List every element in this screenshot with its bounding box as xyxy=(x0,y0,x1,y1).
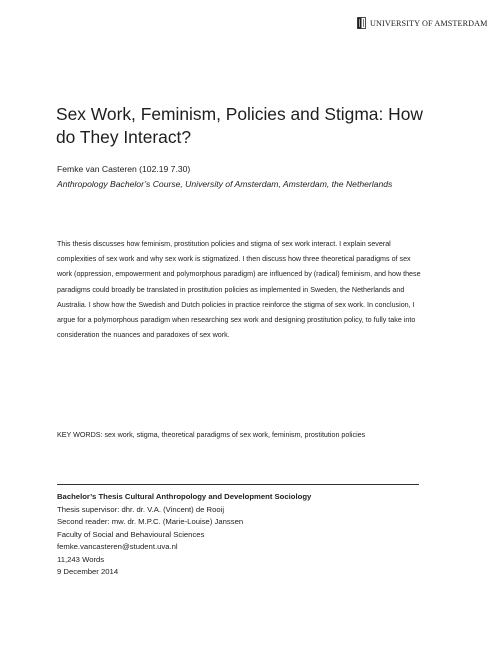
thesis-title: Sex Work, Feminism, Policies and Stigma: How do They Interact? xyxy=(56,104,423,147)
university-logo-text: UNIVERSITY OF AMSTERDAM xyxy=(370,18,488,28)
uva-crest-icon xyxy=(357,17,366,29)
submission-date: 9 December 2014 xyxy=(57,567,119,576)
author-email: femke.vancasteren@student.uva.nl xyxy=(57,542,178,551)
author-name: Femke van Casteren (102.19 7.30) xyxy=(57,164,191,174)
abstract-paragraph: This thesis discusses how feminism, prostitution policies and stigma of sex work interact. I explain several complexities of sex work and why sex work is stigmatized. I then discuss how three theoretical paradigms of sex work (oppression, empowerment and polymorphous paradigm) are influenced by (radical) feminism, and how these paradigms could broadly be translated in prostitution policies as implemented in Sweden, the Netherlands and Australia. I show how the Swedish and Dutch policies in practice reinforce the stigma of sex work. In conclusion, I argue for a polymorphous paradigm when researching sex work and designing prostitution policy, to fully take into consideration the nuances and paradoxes of sex work. xyxy=(57,240,421,340)
word-count: 11,243 Words xyxy=(57,554,105,564)
program-name: Bachelor’s Thesis Cultural Anthropology and Development Sociology xyxy=(57,492,312,501)
faculty-name: Faculty of Social and Behavioural Sciences xyxy=(57,529,205,539)
second-reader: Second reader: mw. dr. M.P.C. (Marie-Louise) Janssen xyxy=(57,517,244,526)
author-affiliation: Anthropology Bachelor’s Course, University of Amsterdam, Amsterdam, the Netherlands xyxy=(57,179,393,189)
university-logo xyxy=(357,17,488,29)
thesis-details xyxy=(57,491,311,579)
keywords-line: KEY WORDS: sex work, stigma, theoretical paradigms of sex work, feminism, prostitution policies xyxy=(57,431,366,439)
divider-line xyxy=(57,484,419,485)
thesis-supervisor: Thesis supervisor: dhr. dr. V.A. (Vincent) de Rooij xyxy=(57,504,225,514)
